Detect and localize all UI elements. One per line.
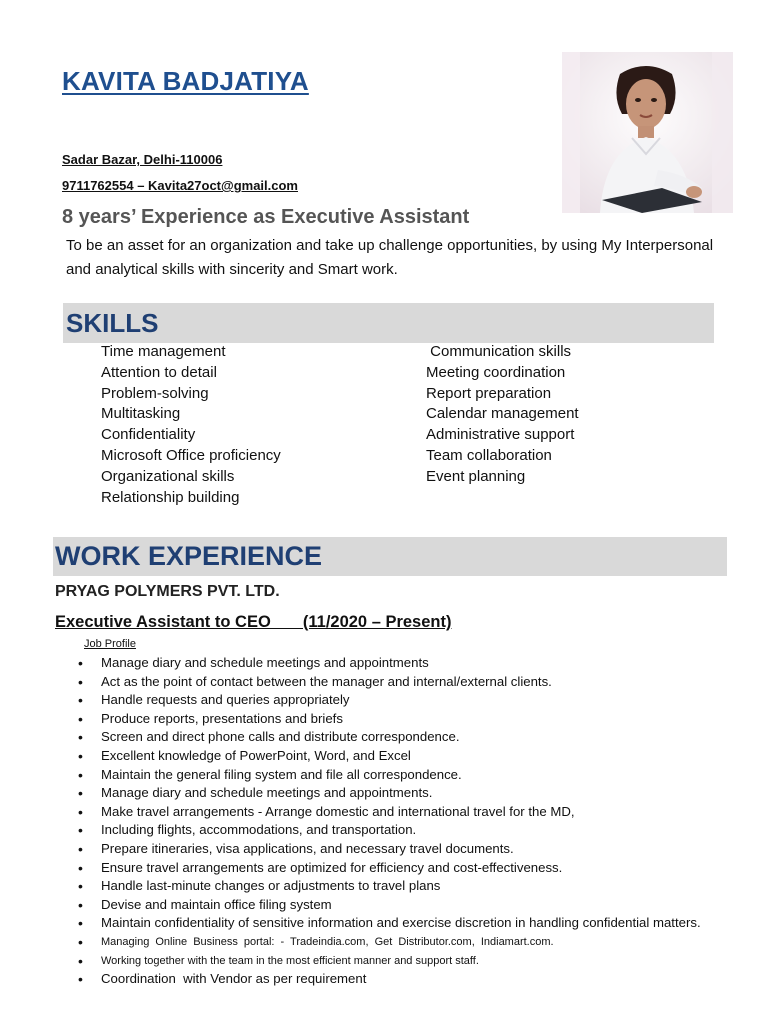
skill-item: Team collaboration: [426, 446, 552, 464]
skill-item: Report preparation: [426, 384, 552, 402]
address: Sadar Bazar, Delhi-110006: [62, 152, 223, 167]
phone-email: 9711762554 – Kavita27oct@gmail.com: [62, 178, 298, 193]
skill-item: Problem-solving: [101, 384, 209, 402]
list-item: • Manage diary and schedule meetings and appointments: [78, 654, 718, 673]
skills-right-column: [426, 342, 579, 488]
skill-item: Time management: [101, 343, 226, 360]
duties-list: [78, 654, 718, 989]
job-title-dates: Executive Assistant to CEO (11/2020 – Present): [55, 613, 452, 631]
list-item: • Maintain confidentiality of sensitive information and exercise discretion in handling confidential matters.: [78, 914, 718, 933]
skill-item: Meeting coordination: [426, 363, 566, 381]
list-item: • Make travel arrangements - Arrange domestic and international travel for the MD,: [78, 803, 718, 822]
candidate-name: KAVITA BADJATIYA: [62, 66, 309, 96]
list-item: • Excellent knowledge of PowerPoint, Word, and Excel: [78, 747, 718, 766]
list-item: • Manage diary and schedule meetings and appointments.: [78, 784, 718, 803]
headline: 8 years’ Experience as Executive Assistant: [62, 206, 470, 228]
list-item: • Screen and direct phone calls and distribute correspondence.: [78, 728, 718, 747]
list-item: • Handle last-minute changes or adjustments to travel plans: [78, 877, 718, 896]
skill-item: Attention to detail: [101, 363, 217, 381]
list-item: • Prepare itineraries, visa applications, and necessary travel documents.: [78, 840, 718, 859]
skills-heading-bar: [63, 303, 714, 343]
job-profile-label: Job Profile: [84, 638, 136, 650]
list-item: • Coordination with Vendor as per requirement: [78, 970, 718, 989]
work-experience-heading: WORK EXPERIENCE: [55, 541, 323, 571]
list-item: • Handle requests and queries appropriately: [78, 691, 718, 710]
profile-photo-illustration: [562, 52, 733, 213]
list-item: • Including flights, accommodations, and transportation.: [78, 821, 718, 840]
skill-item: Microsoft Office proficiency: [101, 446, 281, 464]
list-item: • Ensure travel arrangements are optimized for efficiency and cost-effectiveness.: [78, 859, 718, 878]
skill-item: Multitasking: [101, 405, 181, 423]
list-item: • Working together with the team in the most efficient manner and support staff.: [78, 952, 718, 971]
list-item: • Managing Online Business portal: - Tradeindia.com, Get Distributor.com, Indiamart.com.: [78, 933, 718, 952]
skill-item: Confidentiality: [101, 426, 196, 444]
list-item: • Devise and maintain office filing system: [78, 896, 718, 915]
skill-item: Administrative support: [426, 426, 575, 444]
skill-item: Event planning: [426, 467, 526, 485]
list-item: • Maintain the general filing system and file all correspondence.: [78, 766, 718, 785]
skills-heading: SKILLS: [66, 308, 159, 338]
skills-left-column: [101, 342, 281, 508]
skill-item: Calendar management: [426, 405, 579, 423]
skill-item: Organizational skills: [101, 467, 235, 485]
skill-item: Communication skills: [426, 343, 572, 360]
list-item: • Produce reports, presentations and briefs: [78, 710, 718, 729]
company-name: PRYAG POLYMERS PVT. LTD.: [55, 583, 280, 600]
profile-photo: [562, 52, 733, 213]
list-item: • Act as the point of contact between the manager and internal/external clients.: [78, 673, 718, 692]
skill-item: Relationship building: [101, 488, 240, 506]
objective: To be an asset for an organization and take up challenge opportunities, by using My Interpersonal and analytical skills with sincerity and Smart work.: [66, 237, 714, 278]
